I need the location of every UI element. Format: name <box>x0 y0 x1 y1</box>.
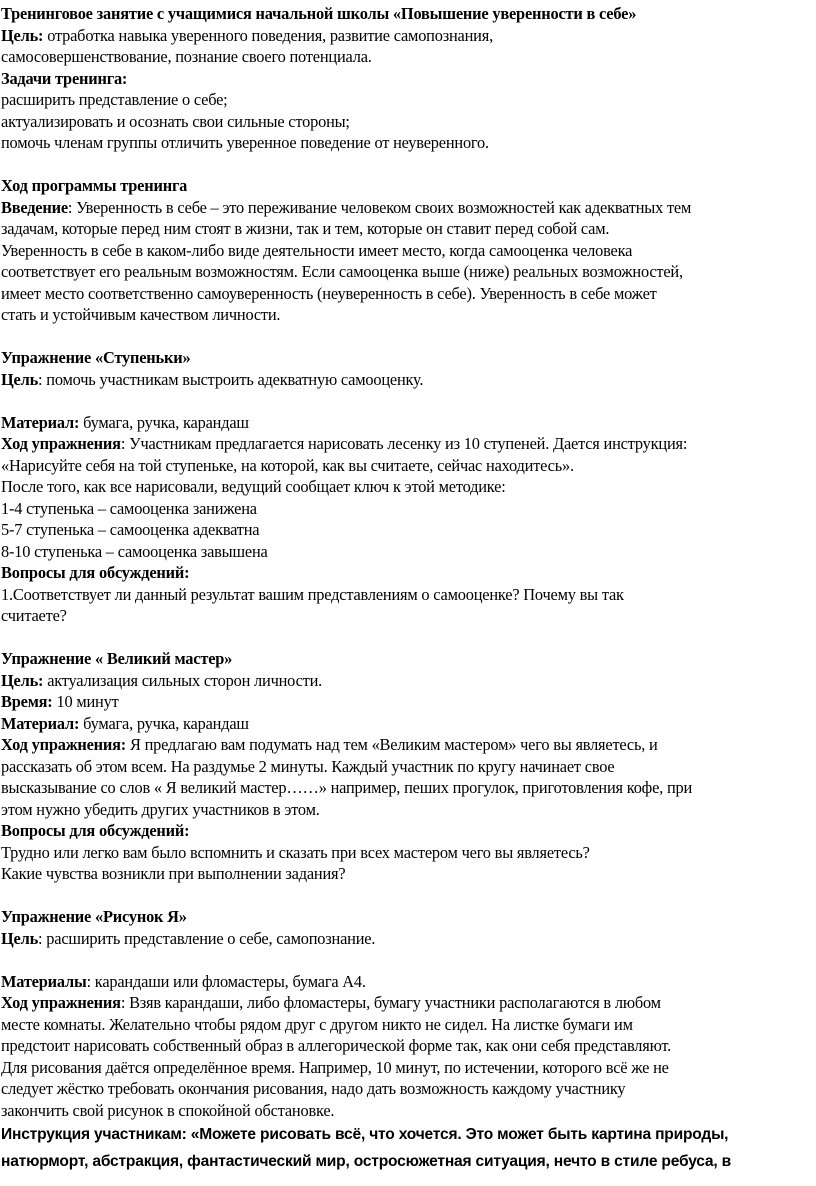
exercise-2-process: этом нужно убедить других участников в этом. <box>1 799 320 819</box>
exercise-1-questions-heading: Вопросы для обсуждений: <box>1 563 190 582</box>
exercise-3-instruction: натюрморт, абстракция, фантастический мир, остросюжетная ситуация, нечто в стиле ребуса, в <box>1 1153 732 1170</box>
exercise-2-question: Какие чувства возникли при выполнении задания? <box>1 864 346 883</box>
exercise-2-process: Ход упражнения: Я предлагаю вам подумать над тем «Великим мастером» чего вы являетесь, и <box>1 735 658 754</box>
program-heading: Ход программы тренинга <box>1 176 188 195</box>
exercise-3-heading: Упражнение «Рисунок Я» <box>1 907 187 926</box>
exercise-3-instruction: Инструкция участникам: «Можете рисовать всё, что хочется. Это может быть картина природы, <box>1 1126 729 1143</box>
exercise-3-process: Для рисования даётся определённое время. Например, 10 минут, по истечении, которого всё же не <box>1 1057 669 1077</box>
intro-line: задачам, которые перед ним стоят в жизни, так и тем, которые он ставит перед собой сам. <box>1 219 610 238</box>
exercise-3-process: закончить свой рисунок в спокойной обстановке. <box>1 1100 335 1120</box>
exercise-3-process: Ход упражнения: Взяв карандаши, либо фломастеры, бумагу участники располагаются в любом <box>1 993 661 1012</box>
tasks-heading: Задачи тренинга: <box>1 68 128 88</box>
exercise-1-question: считаете? <box>1 606 67 625</box>
intro-line: Уверенность в себе в каком-либо виде деятельности имеет место, когда самооценка человека <box>1 240 633 260</box>
exercise-2-question: Трудно или легко вам было вспомнить и сказать при всех мастером чего вы являетесь? <box>1 842 590 862</box>
exercise-1-process: Ход упражнения: Участникам предлагается нарисовать лесенку из 10 ступеней. Дается инструкция: <box>1 434 688 453</box>
intro-line: Введение: Уверенность в себе – это переживание человеком своих возможностей как адекватных тем <box>1 197 692 217</box>
exercise-1-heading: Упражнение «Ступеньки» <box>1 348 191 367</box>
exercise-1-key: 1-4 ступенька – самооценка занижена <box>1 498 257 518</box>
exercise-1-key: 5-7 ступенька – самооценка адекватна <box>1 520 260 539</box>
exercise-3-process: следует жёстко требовать окончания рисования, надо дать возможность каждому участнику <box>1 1079 626 1098</box>
exercise-1-process: «Нарисуйте себя на той ступеньке, на которой, как вы считаете, сейчас находитесь». <box>1 455 574 475</box>
goal-line: Цель: отработка навыка уверенного поведения, развитие самопознания, <box>1 25 493 45</box>
exercise-2-questions-heading: Вопросы для обсуждений: <box>1 821 190 840</box>
intro-line: соответствует его реальным возможностям. Если самооценка выше (ниже) реальных возможностей, <box>1 262 683 281</box>
exercise-2-heading: Упражнение « Великий мастер» <box>1 649 233 668</box>
task-item: расширить представление о себе; <box>1 90 228 109</box>
exercise-2-time: Время: 10 минут <box>1 692 119 711</box>
exercise-1-process: После того, как все нарисовали, ведущий сообщает ключ к этой методике: <box>1 477 506 496</box>
task-item: актуализировать и осознать свои сильные стороны; <box>1 111 350 131</box>
exercise-2-process: высказывание со слов « Я великий мастер……» например, пеших прогулок, приготовления кофе, при <box>1 778 693 797</box>
exercise-1-key: 8-10 ступенька – самооценка завышена <box>1 541 268 561</box>
exercise-3-process: месте комнаты. Желательно чтобы рядом друг с другом никто не сидел. На листке бумаги им <box>1 1014 633 1034</box>
exercise-1-question: 1.Соответствует ли данный результат вашим представлениям о самооценке? Почему вы так <box>1 584 624 604</box>
document-title: Тренинговое занятие с учащимися начальной школы «Повышение уверенности в себе» <box>1 4 637 23</box>
task-item: помочь членам группы отличить уверенное поведение от неуверенного. <box>1 133 489 152</box>
goal-line-continued: самосовершенствование, познание своего потенциала. <box>1 47 372 66</box>
intro-line: стать и устойчивым качеством личности. <box>1 305 281 324</box>
exercise-3-material: Материалы: карандаши или фломастеры, бумага А4. <box>1 971 366 991</box>
exercise-3-process: предстоит нарисовать собственный образ в аллегорической форме так, как они себя представляют. <box>1 1036 672 1055</box>
exercise-3-goal: Цель: расширить представление о себе, самопознание. <box>1 928 376 948</box>
intro-line: имеет место соответственно самоуверенность (неуверенность в себе). Уверенность в себе может <box>1 283 657 303</box>
exercise-1-material: Материал: бумага, ручка, карандаш <box>1 412 249 432</box>
exercise-1-goal: Цель: помочь участникам выстроить адекватную самооценку. <box>1 369 424 389</box>
exercise-2-material: Материал: бумага, ручка, карандаш <box>1 713 249 733</box>
exercise-2-process: рассказать об этом всем. На раздумье 2 минуты. Каждый участник по кругу начинает свое <box>1 756 615 776</box>
exercise-2-goal: Цель: актуализация сильных сторон личности. <box>1 670 323 690</box>
